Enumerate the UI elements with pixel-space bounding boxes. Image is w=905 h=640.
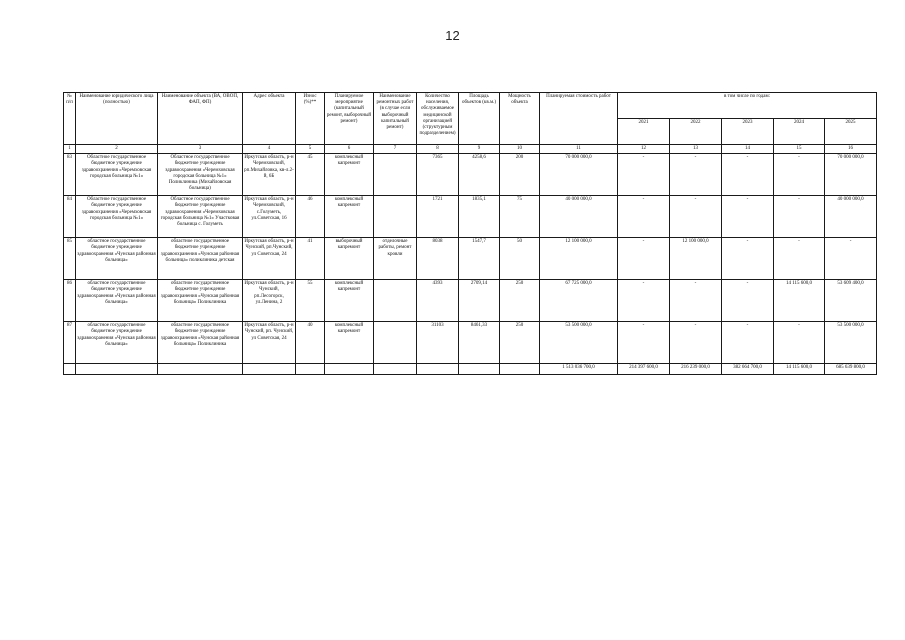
year-2022-cell: - bbox=[670, 196, 722, 238]
year-2023-cell: - bbox=[722, 280, 774, 322]
planned-measure-cell: комплексный капремонт bbox=[325, 154, 374, 196]
repair-works-cell bbox=[374, 154, 417, 196]
header-population: Количество населения, обслуживаемое медицинской организацией (структурным подразделением) bbox=[417, 93, 459, 145]
header-object: Наименование объекта (ВА, ОВОП, ФАП, ФП) bbox=[158, 93, 243, 145]
address-cell: Иркутская область, р-н Черемховский, рп.Михайловка, кв-л.2-й, 6Б bbox=[243, 154, 296, 196]
column-number: 6 bbox=[325, 145, 374, 154]
address-cell: Иркутская область, р-н Чунский, рп. Чунский, ул Советская, 24 bbox=[243, 322, 296, 364]
table-row bbox=[64, 322, 877, 364]
population-cell: 8038 bbox=[417, 238, 459, 280]
year-2023-cell: - bbox=[722, 322, 774, 364]
repair-works-cell bbox=[374, 280, 417, 322]
header-year-2024: 2024 bbox=[774, 119, 825, 145]
year-2025-cell: 53 500 000,0 bbox=[825, 322, 877, 364]
column-number: 15 bbox=[774, 145, 825, 154]
year-2021-cell: - bbox=[618, 238, 670, 280]
header-planned-cost: Планируемая стоимость работ bbox=[540, 93, 618, 145]
object-cell: областное государственное бюджетное учреждение здравоохранения «Чунская районная больница» Поликлиника bbox=[158, 322, 243, 364]
header-year-2021: 2021 bbox=[618, 119, 670, 145]
repair-plan-table bbox=[63, 92, 877, 375]
wear-cell: 45 bbox=[296, 154, 325, 196]
year-2023-cell: - bbox=[722, 238, 774, 280]
year-2023-cell: - bbox=[722, 154, 774, 196]
table-row bbox=[64, 280, 877, 322]
cost-cell: 12 100 000,0 bbox=[540, 238, 618, 280]
empty-cell bbox=[374, 364, 417, 375]
year-2024-cell: - bbox=[774, 322, 825, 364]
empty-cell bbox=[243, 364, 296, 375]
area-cell: 4258,6 bbox=[459, 154, 500, 196]
cost-cell: 40 000 000,0 bbox=[540, 196, 618, 238]
totals-row bbox=[64, 364, 877, 375]
legal-entity-cell: областное государственное бюджетное учреждение здравоохранения «Чунская районная больница» bbox=[76, 238, 158, 280]
column-numbers-row bbox=[64, 145, 877, 154]
repair-works-cell bbox=[374, 196, 417, 238]
table-row bbox=[64, 238, 877, 280]
object-cell: Областное государственное бюджетное учреждение здравоохранения «Черемховская городская больница №1» Участковая больница с. Голуметь bbox=[158, 196, 243, 238]
wear-cell: 41 bbox=[296, 238, 325, 280]
planned-measure-cell: комплексный капремонт bbox=[325, 196, 374, 238]
total-2025-cell: 685 639 800,0 bbox=[825, 364, 877, 375]
capacity-cell: 250 bbox=[500, 280, 540, 322]
total-2024-cell: 14 115 600,0 bbox=[774, 364, 825, 375]
capacity-cell: 250 bbox=[500, 322, 540, 364]
year-2024-cell: - bbox=[774, 196, 825, 238]
year-2025-cell: 53 609 400,0 bbox=[825, 280, 877, 322]
legal-entity-cell: Областное государственное бюджетное учреждение здравоохранения «Черемховская городская больница №1» bbox=[76, 196, 158, 238]
header-area: Площадь объектов (кв.м.) bbox=[459, 93, 500, 145]
area-cell: 1835,1 bbox=[459, 196, 500, 238]
empty-cell bbox=[158, 364, 243, 375]
column-number: 16 bbox=[825, 145, 877, 154]
header-year-2025: 2025 bbox=[825, 119, 877, 145]
capacity-cell: 50 bbox=[500, 238, 540, 280]
address-cell: Иркутская область, р-н Чунский, рп.Лесогорск, ул.Ленина, 2 bbox=[243, 280, 296, 322]
year-2022-cell: 12 100 000,0 bbox=[670, 238, 722, 280]
address-cell: Иркутская область, р-н Черемховский, с.Голуметь, ул.Советская, 16 bbox=[243, 196, 296, 238]
header-num: № п/п bbox=[64, 93, 76, 145]
planned-measure-cell: выборочный капремонт bbox=[325, 238, 374, 280]
year-2024-cell: - bbox=[774, 238, 825, 280]
cost-cell: 67 725 000,0 bbox=[540, 280, 618, 322]
year-2024-cell: 14 115 600,0 bbox=[774, 280, 825, 322]
year-2022-cell: - bbox=[670, 322, 722, 364]
total-2021-cell: 214 397 600,0 bbox=[618, 364, 670, 375]
cost-cell: 70 000 000,0 bbox=[540, 154, 618, 196]
year-2025-cell: 70 000 000,0 bbox=[825, 154, 877, 196]
repair-works-cell: отделочные работы, ремонт кровли bbox=[374, 238, 417, 280]
capacity-cell: 200 bbox=[500, 154, 540, 196]
population-cell: 1721 bbox=[417, 196, 459, 238]
total-cost-cell: 1 513 036 700,0 bbox=[540, 364, 618, 375]
column-number: 10 bbox=[500, 145, 540, 154]
empty-cell bbox=[76, 364, 158, 375]
row-number: 85 bbox=[64, 238, 76, 280]
object-cell: областное государственное бюджетное учреждение здравоохранения «Чунская районная больница» Поликлиника bbox=[158, 280, 243, 322]
column-number: 12 bbox=[618, 145, 670, 154]
cost-cell: 53 500 000,0 bbox=[540, 322, 618, 364]
column-number: 7 bbox=[374, 145, 417, 154]
column-number: 13 bbox=[670, 145, 722, 154]
row-number: 86 bbox=[64, 280, 76, 322]
year-2025-cell: 40 000 000,0 bbox=[825, 196, 877, 238]
header-repair-works: Наименование ремонтных работ (в случае если выборочный капитальный ремонт) bbox=[374, 93, 417, 145]
row-number: 83 bbox=[64, 154, 76, 196]
column-number: 11 bbox=[540, 145, 618, 154]
header-wear: Износ (%)** bbox=[296, 93, 325, 145]
column-number: 14 bbox=[722, 145, 774, 154]
empty-cell bbox=[325, 364, 374, 375]
year-2022-cell: - bbox=[670, 154, 722, 196]
year-2024-cell: - bbox=[774, 154, 825, 196]
column-number: 9 bbox=[459, 145, 500, 154]
year-2021-cell: - bbox=[618, 322, 670, 364]
page-number: 12 bbox=[445, 28, 460, 43]
header-address: Адрес объекта bbox=[243, 93, 296, 145]
header-planned-measure: Планируемое мероприятие (капитальный ремонт, выборочный ремонт) bbox=[325, 93, 374, 145]
year-2021-cell: - bbox=[618, 196, 670, 238]
row-number: 84 bbox=[64, 196, 76, 238]
area-cell: 2709,14 bbox=[459, 280, 500, 322]
total-2023-cell: 382 664 700,0 bbox=[722, 364, 774, 375]
area-cell: 1547,7 bbox=[459, 238, 500, 280]
legal-entity-cell: областное государственное бюджетное учреждение здравоохранения «Чунская районная больница» bbox=[76, 280, 158, 322]
column-number: 2 bbox=[76, 145, 158, 154]
year-2022-cell: - bbox=[670, 280, 722, 322]
empty-cell bbox=[500, 364, 540, 375]
table-row bbox=[64, 154, 877, 196]
object-cell: областное государственное бюджетное учреждение здравоохранения «Чунская районная больница» поликлиника детская bbox=[158, 238, 243, 280]
total-2022-cell: 216 239 000,0 bbox=[670, 364, 722, 375]
population-cell: 4393 bbox=[417, 280, 459, 322]
capacity-cell: 75 bbox=[500, 196, 540, 238]
header-year-2022: 2022 bbox=[670, 119, 722, 145]
header-legal-entity: Наименование юридического лица (полностью) bbox=[76, 93, 158, 145]
column-number: 1 bbox=[64, 145, 76, 154]
column-number: 3 bbox=[158, 145, 243, 154]
year-2021-cell: - bbox=[618, 154, 670, 196]
empty-cell bbox=[64, 364, 76, 375]
column-number: 4 bbox=[243, 145, 296, 154]
legal-entity-cell: Областное государственное бюджетное учреждение здравоохранения «Черемховская городская больница №1» bbox=[76, 154, 158, 196]
population-cell: 7365 bbox=[417, 154, 459, 196]
address-cell: Иркутская область, р-н Чунский, рп.Чунский, ул Советская, 24 bbox=[243, 238, 296, 280]
repair-works-cell bbox=[374, 322, 417, 364]
legal-entity-cell: областное государственное бюджетное учреждение здравоохранения «Чунская районная больница» bbox=[76, 322, 158, 364]
planned-measure-cell: комплексный капремонт bbox=[325, 280, 374, 322]
year-2021-cell: - bbox=[618, 280, 670, 322]
year-2025-cell: - bbox=[825, 238, 877, 280]
wear-cell: 55 bbox=[296, 280, 325, 322]
header-year-2023: 2023 bbox=[722, 119, 774, 145]
empty-cell bbox=[459, 364, 500, 375]
object-cell: Областное государственное бюджетное учреждение здравоохранения «Черемховская городская больница №1» Поликлиника (Михайловская больница) bbox=[158, 154, 243, 196]
table-row bbox=[64, 196, 877, 238]
area-cell: 8461,33 bbox=[459, 322, 500, 364]
wear-cell: 40 bbox=[296, 322, 325, 364]
header-capacity: Мощность объекта bbox=[500, 93, 540, 145]
wear-cell: 46 bbox=[296, 196, 325, 238]
empty-cell bbox=[296, 364, 325, 375]
header-including-by-years: в том числе по годам: bbox=[618, 93, 877, 119]
population-cell: 31103 bbox=[417, 322, 459, 364]
row-number: 87 bbox=[64, 322, 76, 364]
empty-cell bbox=[417, 364, 459, 375]
planned-measure-cell: комплексный капремонт bbox=[325, 322, 374, 364]
column-number: 8 bbox=[417, 145, 459, 154]
year-2023-cell: - bbox=[722, 196, 774, 238]
column-number: 5 bbox=[296, 145, 325, 154]
